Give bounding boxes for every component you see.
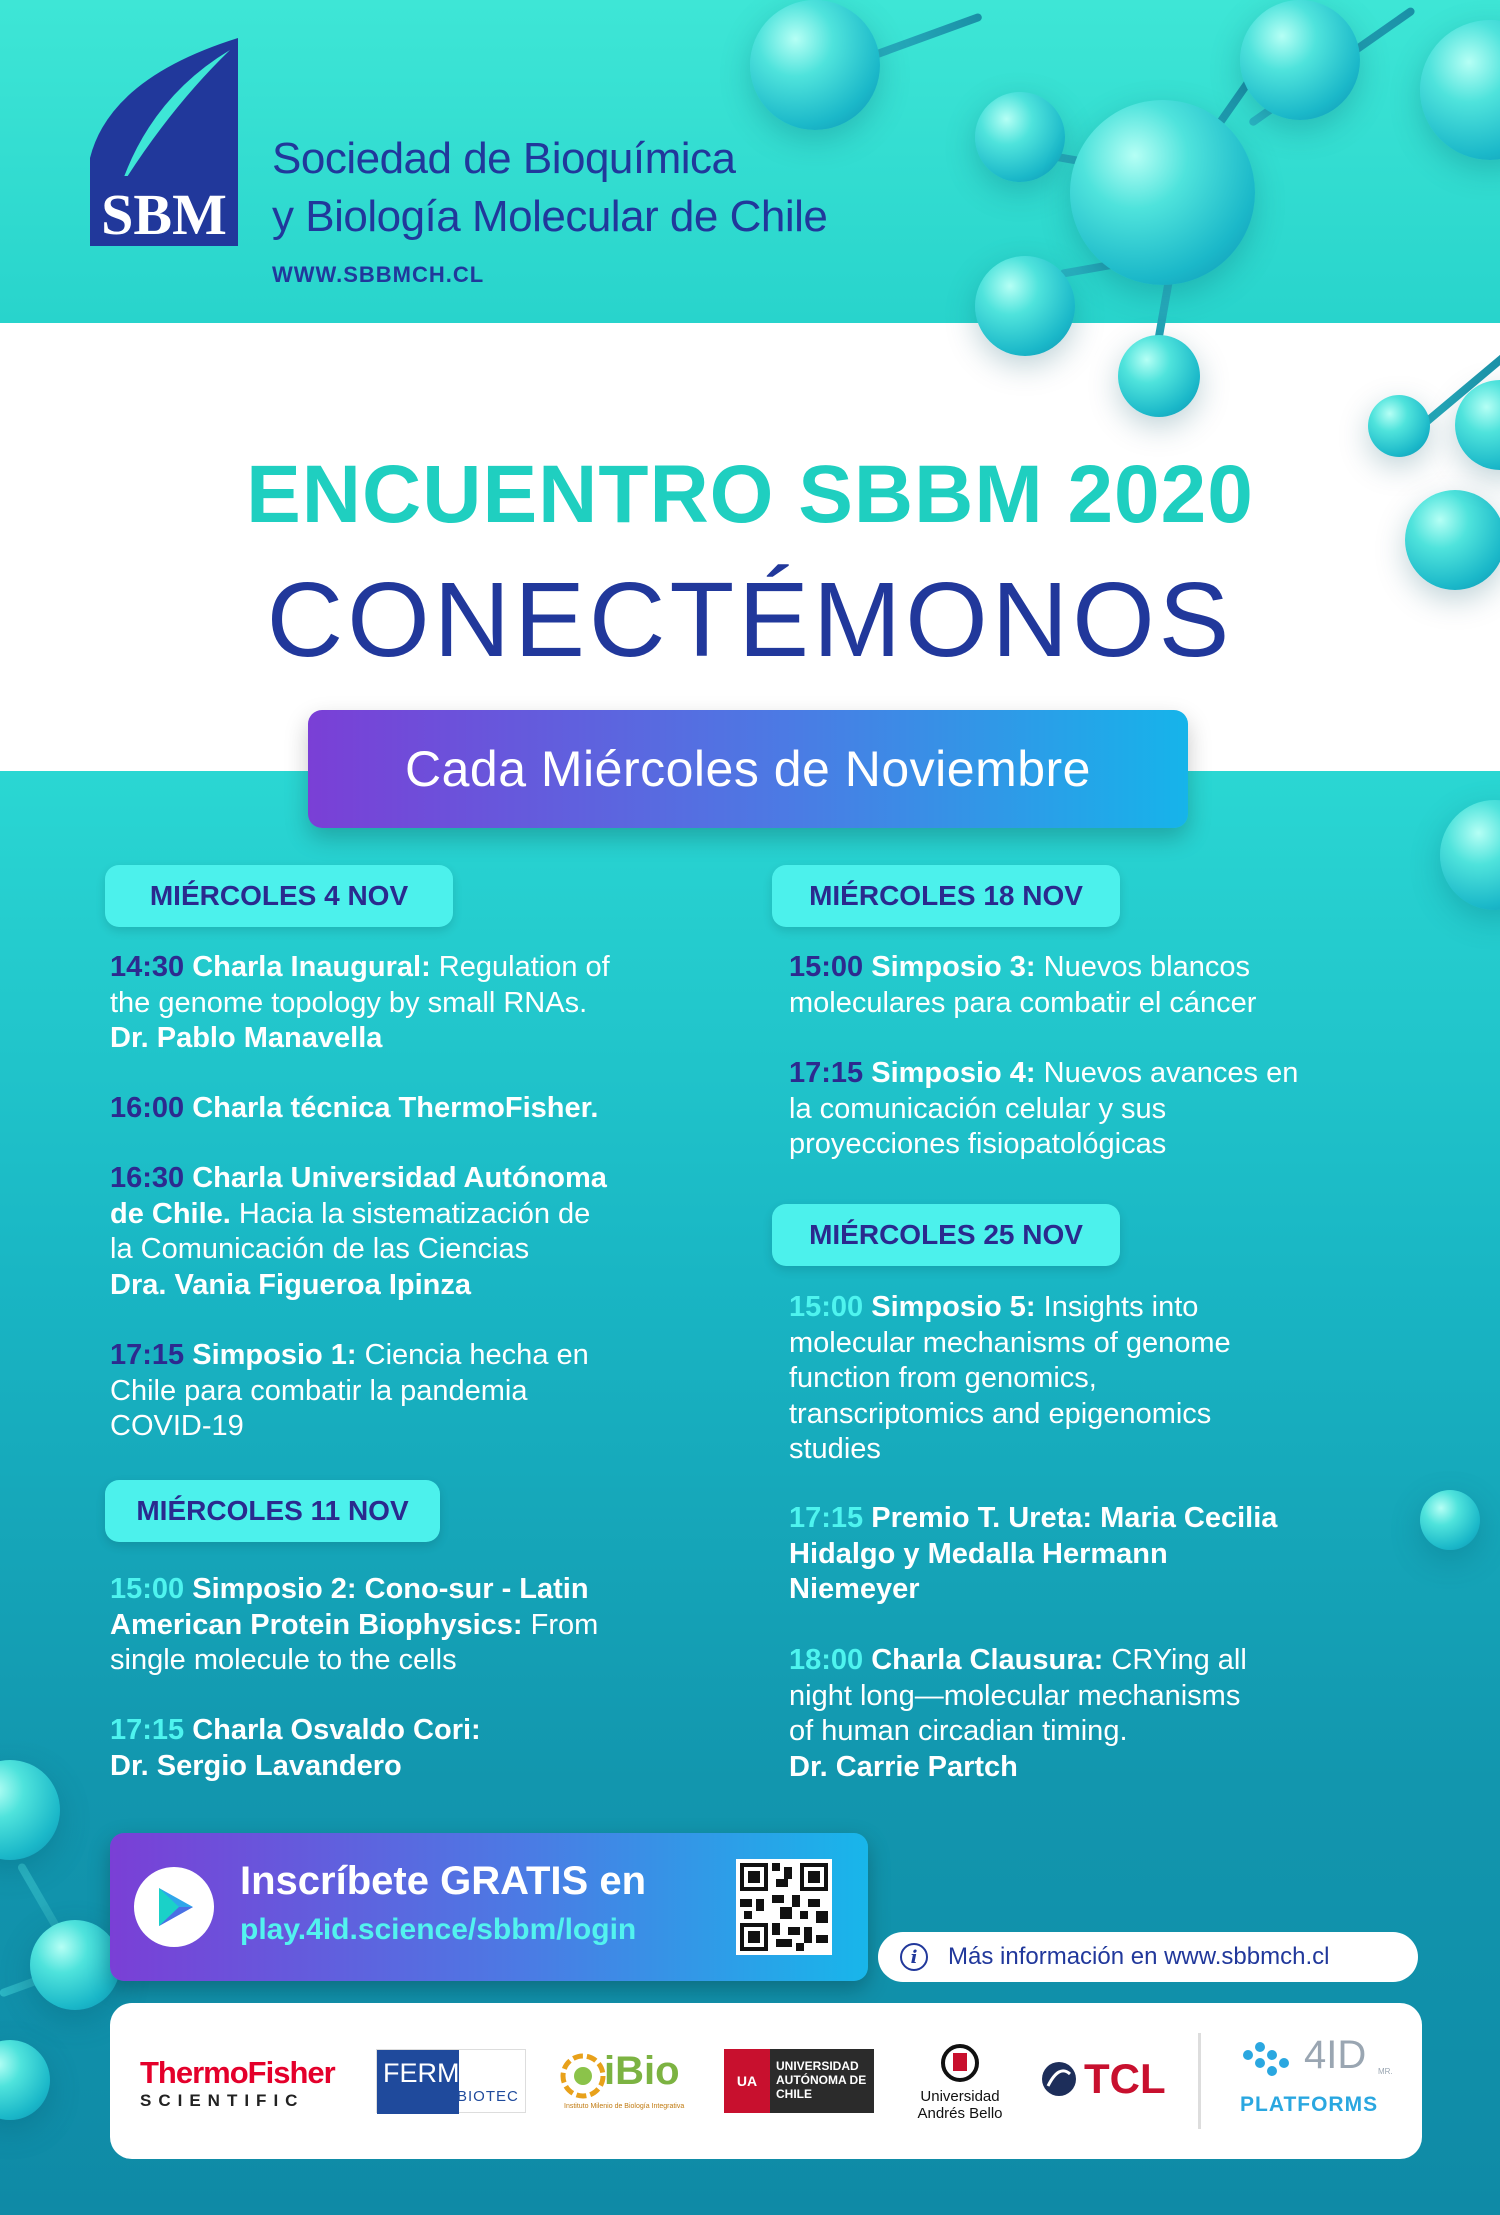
- item-desc: Nuevos avances en: [1043, 1057, 1299, 1089]
- item-desc: Insights into: [1043, 1291, 1199, 1323]
- item-speaker: Dr. Pablo Manavella: [110, 1022, 383, 1054]
- item-title: Hidalgo y Medalla Hermann: [789, 1537, 1168, 1570]
- item-desc: single molecule to the cells: [110, 1644, 457, 1676]
- info-icon: i: [900, 1943, 928, 1971]
- item-time: 17:15: [110, 1714, 185, 1746]
- org-line-2: y Biología Molecular de Chile: [272, 192, 828, 241]
- ua-logo: UNIVERSIDAD AUTÓNOMA DE CHILE: [776, 2059, 867, 2101]
- sponsor-fermelo: [376, 2049, 526, 2113]
- item-time: 15:00: [789, 951, 864, 983]
- item-time: 17:15: [789, 1502, 864, 1534]
- program-item: [789, 950, 1389, 1021]
- item-title: Premio T. Ureta: Maria Cecilia: [871, 1502, 1278, 1534]
- sponsor-tcl: [1040, 2055, 1166, 2103]
- item-desc: Ciencia hecha en: [364, 1339, 589, 1371]
- qr-code-icon[interactable]: [736, 1859, 832, 1955]
- item-desc: studies: [789, 1433, 881, 1465]
- item-desc: Nuevos blancos: [1043, 951, 1250, 983]
- program-item: [110, 1091, 700, 1127]
- program-item: [110, 1161, 700, 1303]
- event-title: ENCUENTRO SBBM 2020: [246, 449, 1254, 540]
- item-speaker: Dr. Carrie Partch: [789, 1750, 1018, 1783]
- item-desc: Hacia la sistematización de: [238, 1197, 591, 1230]
- sponsor-thermofisher: [140, 2055, 335, 2111]
- item-time: 15:00: [789, 1291, 864, 1323]
- sponsor-universidad-autonoma: [724, 2049, 874, 2113]
- item-desc: of human circadian timing.: [789, 1715, 1128, 1747]
- item-desc: proyecciones fisiopatológicas: [789, 1128, 1167, 1160]
- item-desc: CRYing all: [1111, 1644, 1247, 1676]
- item-title: Simposio 5:: [871, 1291, 1036, 1323]
- item-title: Charla Inaugural:: [192, 951, 431, 983]
- item-time: 16:00: [110, 1092, 185, 1124]
- program-item: [789, 1501, 1389, 1608]
- fermelo-logo: FERMELO: [383, 2058, 514, 2088]
- register-banner[interactable]: [110, 1833, 868, 1981]
- item-desc: la comunicación celular y sus: [789, 1092, 1167, 1125]
- 4id-mr: MR.: [1378, 2067, 1393, 2076]
- item-desc: la Comunicación de las Ciencias: [110, 1233, 530, 1265]
- program-item: [110, 1572, 700, 1679]
- day-badge-4-nov: MIÉRCOLES 4 NOV: [105, 865, 453, 927]
- sbbm-logo: [90, 38, 238, 253]
- program-item: [110, 1713, 700, 1784]
- tcl-icon: [1040, 2060, 1078, 2098]
- sponsor-unab: [910, 2043, 1010, 2122]
- item-speaker: Dra. Vania Figueroa Ipinza: [110, 1268, 471, 1301]
- ibio-tagline: Instituto Milenio de Biología Integrativa: [564, 2103, 685, 2110]
- thermofisher-logo: ThermoFisher: [140, 2055, 335, 2090]
- day-badge-18-nov: MIÉRCOLES 18 NOV: [772, 865, 1120, 927]
- website-link[interactable]: WWW.SBBMCH.CL: [272, 262, 485, 287]
- item-time: 17:15: [110, 1339, 185, 1371]
- program-item: [789, 1056, 1389, 1163]
- platforms-logo: PLATFORMS: [1240, 2093, 1379, 2116]
- date-banner: [308, 710, 1188, 828]
- program-item: [789, 1643, 1389, 1785]
- item-title: Simposio 4:: [871, 1057, 1036, 1089]
- item-speaker: Dr. Sergio Lavandero: [110, 1749, 402, 1782]
- item-desc: From: [530, 1608, 599, 1641]
- item-title: Charla Clausura:: [871, 1644, 1104, 1676]
- program-item: [110, 1338, 700, 1445]
- register-title: Inscríbete GRATIS en: [240, 1859, 647, 1903]
- item-title: Simposio 3:: [871, 951, 1036, 983]
- item-desc: transcriptomics and epigenomics: [789, 1397, 1212, 1430]
- logo-text: SBM: [101, 182, 227, 247]
- item-title: Charla Universidad Autónoma: [192, 1162, 607, 1194]
- date-banner-text: Cada Miércoles de Noviembre: [404, 741, 1091, 797]
- event-subtitle: CONECTÉMONOS: [266, 561, 1234, 679]
- more-info-text: Más información en www.sbbmch.cl: [948, 1943, 1330, 1970]
- item-desc: the genome topology by small RNAs.: [110, 986, 588, 1019]
- item-time: 17:15: [789, 1057, 864, 1089]
- ua-shield-icon: UA: [724, 2049, 770, 2113]
- unab-line-1: Universidad: [920, 2088, 1000, 2105]
- thermofisher-sub: SCIENTIFIC: [140, 2091, 305, 2110]
- item-title: de Chile.: [110, 1197, 231, 1230]
- item-desc: Regulation of: [438, 951, 610, 983]
- item-desc: Chile para combatir la pandemia: [110, 1374, 528, 1407]
- item-time: 15:00: [110, 1573, 185, 1605]
- program-item: [789, 1290, 1389, 1468]
- fermelo-sub: BIOTEC: [457, 2088, 519, 2105]
- organization-name: [272, 130, 972, 246]
- item-time: 16:30: [110, 1162, 185, 1194]
- more-info-pill[interactable]: [878, 1932, 1418, 1982]
- item-desc: function from genomics,: [789, 1362, 1097, 1394]
- 4id-hex-icon: [1238, 2035, 1298, 2085]
- org-line-1: Sociedad de Bioquímica: [272, 134, 736, 183]
- sponsor-divider: [1198, 2033, 1201, 2129]
- item-time: 18:00: [789, 1644, 864, 1676]
- item-title: Simposio 2: Cono-sur - Latin: [192, 1573, 589, 1605]
- tcl-logo: TCL: [1084, 2055, 1166, 2102]
- day-badge-25-nov: MIÉRCOLES 25 NOV: [772, 1204, 1120, 1266]
- item-title: Charla Osvaldo Cori:: [192, 1714, 481, 1746]
- item-desc: moleculares para combatir el cáncer: [789, 986, 1257, 1019]
- item-title: Niemeyer: [789, 1573, 920, 1605]
- unab-line-2: Andrés Bello: [917, 2105, 1003, 2122]
- 4id-logo: 4ID: [1304, 2033, 1367, 2077]
- register-url[interactable]: play.4id.science/sbbm/login: [240, 1913, 637, 1946]
- item-desc: molecular mechanisms of genome: [789, 1326, 1231, 1359]
- sponsors-bar: [110, 2003, 1422, 2159]
- unab-emblem-icon: [940, 2043, 980, 2083]
- ibio-icon: [558, 2051, 608, 2101]
- item-time: 14:30: [110, 951, 185, 983]
- item-title: Simposio 1:: [192, 1339, 357, 1371]
- play-icon: [134, 1867, 214, 1947]
- item-desc: night long—molecular mechanisms: [789, 1679, 1241, 1712]
- title-band: [0, 323, 1500, 771]
- program-item: [110, 950, 700, 1057]
- item-desc: COVID-19: [110, 1410, 244, 1442]
- item-title: Charla técnica ThermoFisher.: [192, 1092, 599, 1124]
- ibio-logo: iBio: [604, 2049, 680, 2093]
- day-badge-11-nov: MIÉRCOLES 11 NOV: [105, 1480, 440, 1542]
- item-title: American Protein Biophysics:: [110, 1608, 523, 1641]
